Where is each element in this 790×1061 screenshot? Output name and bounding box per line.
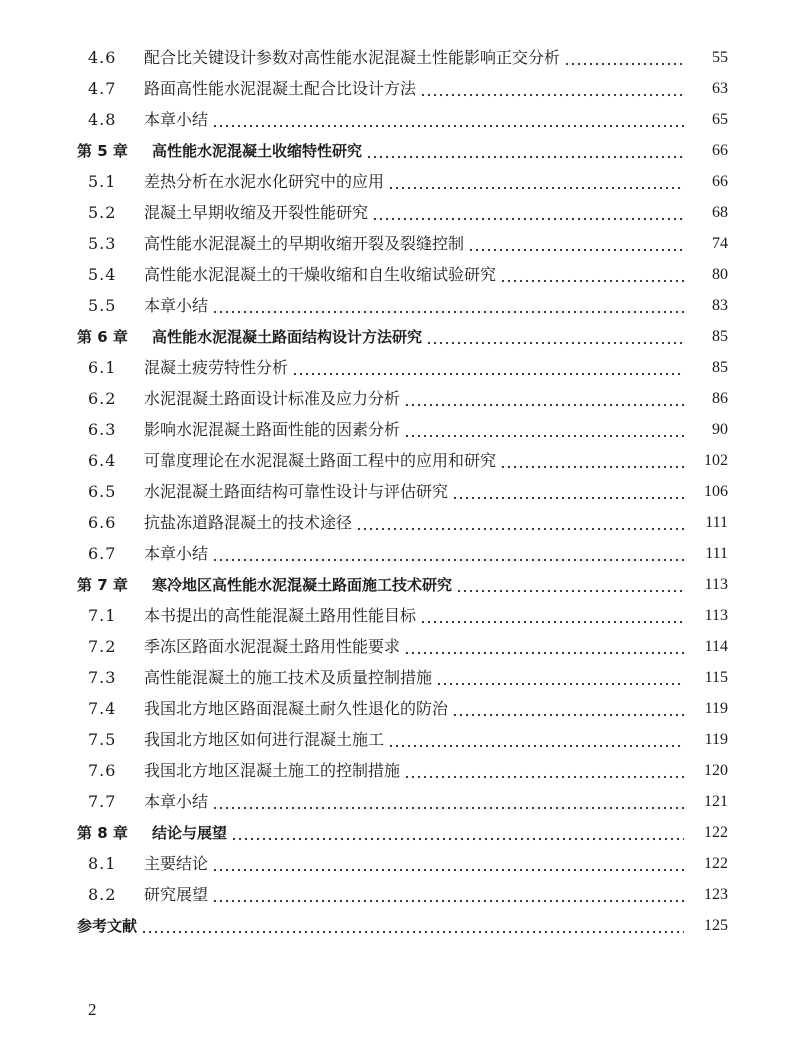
- toc-section-entry: [0, 755, 790, 786]
- toc-entry-page: 86: [712, 389, 728, 407]
- toc-section-entry: [0, 73, 790, 104]
- dot-leader: [426, 327, 684, 347]
- toc-entry-number: 6.2: [88, 388, 117, 408]
- toc-section-entry: [0, 879, 790, 910]
- dot-leader: [372, 203, 684, 223]
- toc-section-entry: [0, 104, 790, 135]
- toc-entry-title: 研究展望: [144, 884, 209, 904]
- dot-leader: [212, 792, 684, 812]
- toc-entry-number: 8.1: [88, 853, 117, 873]
- toc-entry-title: 季冻区路面水泥混凝土路用性能要求: [144, 636, 401, 656]
- dot-leader: [420, 79, 684, 99]
- dot-leader: [212, 854, 684, 874]
- dot-leader: [212, 885, 684, 905]
- dot-leader: [456, 575, 684, 595]
- toc-entry-title: 路面高性能水泥混凝土配合比设计方法: [144, 78, 417, 98]
- toc-entry-page: 113: [704, 606, 728, 624]
- toc-entry-title: 结论与展望: [152, 823, 228, 842]
- toc-entry-title: 本章小结: [144, 295, 209, 315]
- toc-entry-number: 6.4: [88, 450, 117, 470]
- toc-entry-page: 74: [712, 234, 728, 252]
- toc-entry-number: 6.3: [88, 419, 117, 439]
- toc-entry-title: 配合比关键设计参数对高性能水泥混凝土性能影响正交分析: [144, 47, 561, 67]
- toc-section-entry: [0, 538, 790, 569]
- dot-leader: [212, 110, 684, 130]
- toc-section-entry: [0, 848, 790, 879]
- dot-leader: [404, 761, 684, 781]
- toc-section-entry: [0, 414, 790, 445]
- toc-entry-number: 4.8: [88, 109, 117, 129]
- toc-entry-number: 4.6: [88, 47, 117, 67]
- toc-entry-page: 106: [704, 482, 728, 500]
- toc-entry-title: 高性能水泥混凝土的早期收缩开裂及裂缝控制: [144, 233, 465, 253]
- toc-entry-page: 66: [712, 141, 728, 159]
- toc-entry-number: 8.2: [88, 884, 117, 904]
- toc-entry-page: 63: [712, 79, 728, 97]
- toc-entry-page: 122: [704, 854, 728, 872]
- toc-entry-page: 111: [705, 513, 728, 531]
- dot-leader: [292, 358, 684, 378]
- toc-entry-title: 参考文献: [77, 916, 138, 935]
- toc-entry-title: 本章小结: [144, 791, 209, 811]
- toc-entry-number: 7.4: [88, 698, 117, 718]
- toc-entry-number: 6.7: [88, 543, 117, 563]
- page-number: 2: [88, 1000, 97, 1019]
- toc-section-entry: [0, 693, 790, 724]
- dot-leader: [212, 296, 684, 316]
- toc-entry-title: 混凝土疲劳特性分析: [144, 357, 289, 377]
- dot-leader: [404, 420, 684, 440]
- toc-entry-page: 55: [712, 48, 728, 66]
- toc-section-entry: [0, 42, 790, 73]
- toc-entry-title: 高性能水泥混凝土的干燥收缩和自生收缩试验研究: [144, 264, 497, 284]
- toc-entry-page: 65: [712, 110, 728, 128]
- toc-entry-title: 本书提出的高性能混凝土路用性能目标: [144, 605, 417, 625]
- toc-entry-page: 123: [704, 885, 728, 903]
- dot-leader: [468, 234, 684, 254]
- dot-leader: [452, 699, 684, 719]
- toc-entry-title: 混凝土早期收缩及开裂性能研究: [144, 202, 369, 222]
- dot-leader: [231, 823, 684, 843]
- toc-entry-number: 7.2: [88, 636, 117, 656]
- dot-leader: [388, 172, 684, 192]
- dot-leader: [356, 513, 684, 533]
- dot-leader: [564, 48, 684, 68]
- toc-section-entry: [0, 352, 790, 383]
- dot-leader: [404, 637, 684, 657]
- toc-section-entry: [0, 662, 790, 693]
- toc-entry-number: 5.3: [88, 233, 117, 253]
- toc-entry-number: 5.5: [88, 295, 117, 315]
- toc-entry-page: 111: [705, 544, 728, 562]
- toc-entry-page: 102: [704, 451, 728, 469]
- toc-entry-page: 85: [712, 327, 728, 345]
- toc-entry-number: 5.2: [88, 202, 117, 222]
- toc-entry-number: 7.5: [88, 729, 117, 749]
- toc-entry-number: 7.3: [88, 667, 117, 687]
- toc-chapter-entry: [0, 569, 790, 600]
- toc-entry-number: 5.1: [88, 171, 117, 191]
- toc-section-entry: [0, 445, 790, 476]
- toc-entry-title: 高性能水泥混凝土收缩特性研究: [152, 141, 363, 160]
- toc-entry-title: 我国北方地区如何进行混凝土施工: [144, 729, 385, 749]
- dot-leader: [420, 606, 684, 626]
- toc-entry-page: 121: [704, 792, 728, 810]
- dot-leader: [500, 451, 684, 471]
- dot-leader: [404, 389, 684, 409]
- toc-entry-number: 5.4: [88, 264, 117, 284]
- toc-section-entry: [0, 166, 790, 197]
- toc-entry-page: 122: [704, 823, 728, 841]
- toc-entry-number: 6.6: [88, 512, 117, 532]
- toc-section-entry: [0, 383, 790, 414]
- dot-leader: [500, 265, 684, 285]
- dot-leader: [366, 141, 684, 161]
- dot-leader: [212, 544, 684, 564]
- toc-entry-title: 可靠度理论在水泥混凝土路面工程中的应用和研究: [144, 450, 497, 470]
- toc-entry-number: 7.6: [88, 760, 117, 780]
- toc-entry-page: 119: [704, 730, 728, 748]
- toc-entry-page: 113: [704, 575, 728, 593]
- toc-chapter-entry: [0, 817, 790, 848]
- toc-section-entry: [0, 290, 790, 321]
- toc-entry-page: 90: [712, 420, 728, 438]
- toc-entry-title: 抗盐冻道路混凝土的技术途径: [144, 512, 353, 532]
- toc-entry-title: 本章小结: [144, 543, 209, 563]
- toc-entry-number: 4.7: [88, 78, 117, 98]
- toc-entry-title: 我国北方地区路面混凝土耐久性退化的防治: [144, 698, 449, 718]
- toc-section-entry: [0, 228, 790, 259]
- toc-entry-page: 80: [712, 265, 728, 283]
- toc-entry-page: 115: [704, 668, 728, 686]
- toc-entry-number: 7.1: [88, 605, 117, 625]
- toc-entry-title: 我国北方地区混凝土施工的控制措施: [144, 760, 401, 780]
- toc-entry-number: 6.1: [88, 357, 117, 377]
- toc-entry-number: 第 6 章: [77, 327, 128, 346]
- toc-entry-page: 83: [712, 296, 728, 314]
- toc-entry-page: 66: [712, 172, 728, 190]
- toc-entry-page: 119: [704, 699, 728, 717]
- toc-entry-number: 6.5: [88, 481, 117, 501]
- toc-entry-title: 高性能水泥混凝土路面结构设计方法研究: [152, 327, 423, 346]
- toc-entry-number: 第 7 章: [77, 575, 128, 594]
- toc-entry-title: 影响水泥混凝土路面性能的因素分析: [144, 419, 401, 439]
- toc-entry-title: 寒冷地区高性能水泥混凝土路面施工技术研究: [152, 575, 453, 594]
- toc-entry-number: 7.7: [88, 791, 117, 811]
- toc-section-entry: [0, 786, 790, 817]
- toc-entry-page: 68: [712, 203, 728, 221]
- toc-section-entry: [0, 259, 790, 290]
- toc-chapter-entry: [0, 321, 790, 352]
- toc-entry-title: 主要结论: [144, 853, 209, 873]
- toc-section-entry: [0, 197, 790, 228]
- dot-leader: [436, 668, 684, 688]
- toc-section-entry: [0, 631, 790, 662]
- toc-entry-page: 125: [704, 916, 728, 934]
- toc-section-entry: [0, 507, 790, 538]
- toc-entry-title: 水泥混凝土路面设计标准及应力分析: [144, 388, 401, 408]
- dot-leader: [388, 730, 684, 750]
- toc-entry-page: 120: [704, 761, 728, 779]
- toc-chapter-entry: [0, 910, 790, 941]
- toc-section-entry: [0, 724, 790, 755]
- dot-leader: [141, 916, 684, 936]
- toc-entry-title: 水泥混凝土路面结构可靠性设计与评估研究: [144, 481, 449, 501]
- toc-entry-number: 第 5 章: [77, 141, 128, 160]
- toc-entry-page: 114: [704, 637, 728, 655]
- toc-entry-title: 本章小结: [144, 109, 209, 129]
- toc-section-entry: [0, 476, 790, 507]
- toc-entry-page: 85: [712, 358, 728, 376]
- dot-leader: [452, 482, 684, 502]
- toc-entry-number: 第 8 章: [77, 823, 128, 842]
- toc-entry-title: 高性能混凝土的施工技术及质量控制措施: [144, 667, 433, 687]
- toc-section-entry: [0, 600, 790, 631]
- toc-chapter-entry: [0, 135, 790, 166]
- toc-entry-title: 差热分析在水泥水化研究中的应用: [144, 171, 385, 191]
- table-of-contents: [0, 42, 790, 941]
